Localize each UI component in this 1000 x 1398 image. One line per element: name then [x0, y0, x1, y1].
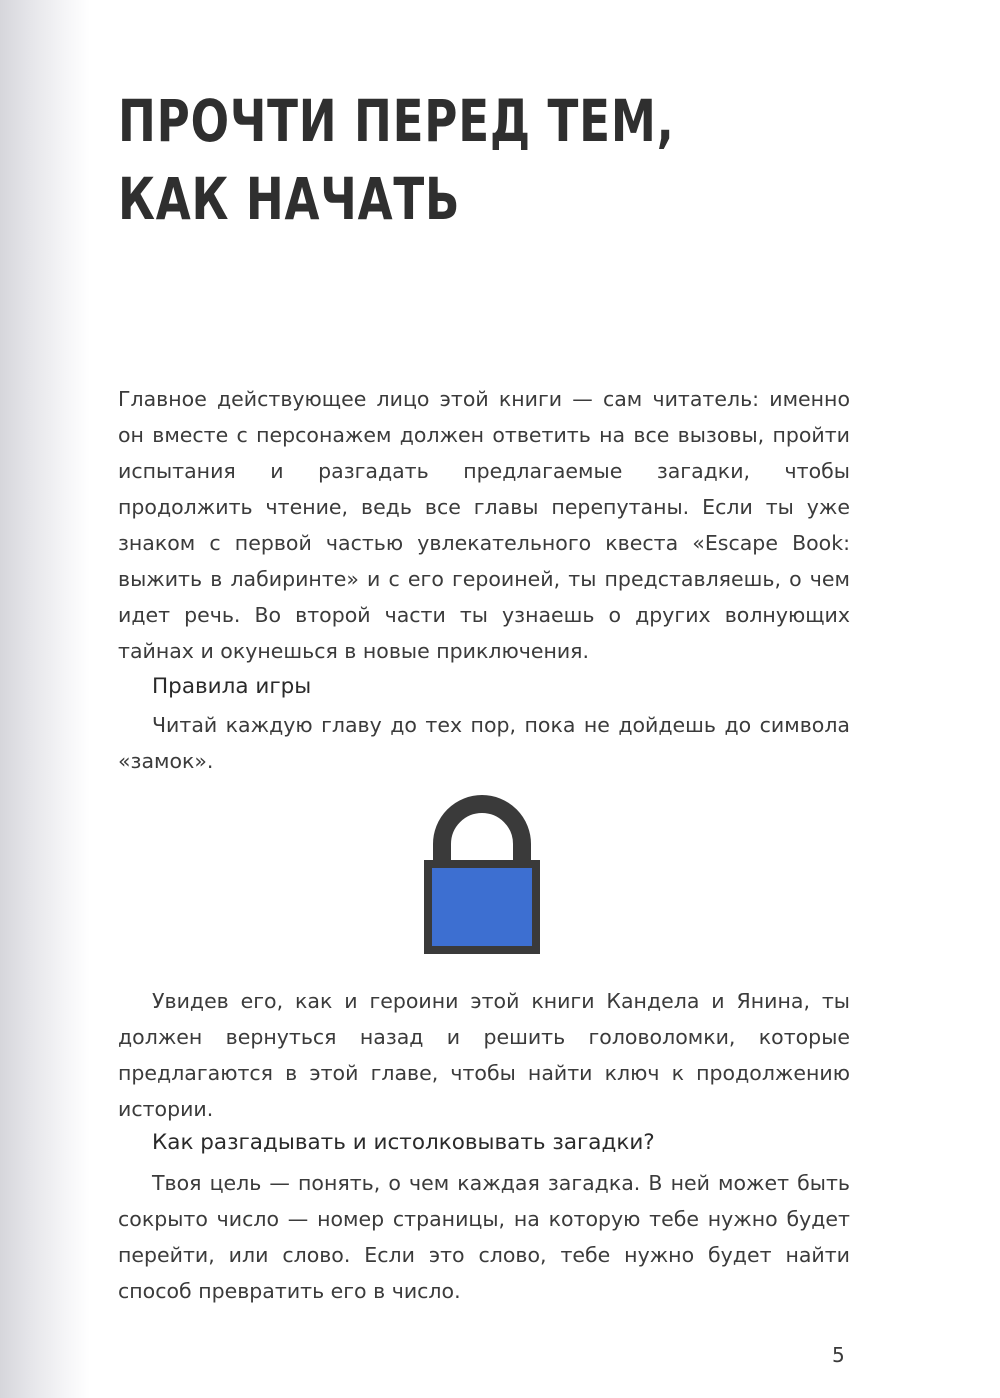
after-lock-paragraph: Увидев его, как и героини этой книги Кандела и Янина, ты должен вернуться назад и решить головоломки, которые предлагаются в этой главе, чтобы найти ключ к продолжению истории.: [118, 989, 850, 1121]
rules-heading: Правила игры: [152, 674, 312, 699]
rules-paragraph: Читай каждую главу до тех пор, пока не дойдешь до символа «замок».: [118, 713, 850, 773]
title-line-1: ПРОЧТИ ПЕРЕД ТЕМ,: [118, 87, 675, 155]
padlock-icon: [422, 792, 542, 956]
padlock-body: [428, 864, 536, 950]
intro-paragraph: Главное действующее лицо этой книги — сам читатель: именно он вместе с персонажем должен ответить на все вызовы, пройти испытания и разгадать предлагаемые загадки, чтобы продолжить чтение, ведь все главы перепутаны. Если ты уже знаком с первой частью увлекательного квеста «Escape Book: выжить в лабиринте» и с его героиней, ты представляешь, о чем идет речь. Во второй части ты узнаешь о других волнующих тайнах и окунешься в новые приключения.: [118, 387, 850, 663]
howto-heading: Как разгадывать и истолковывать загадки?: [152, 1130, 655, 1155]
page-number: 5: [832, 1343, 845, 1367]
title-line-2: КАК НАЧАТЬ: [118, 165, 461, 233]
howto-paragraph: Твоя цель — понять, о чем каждая загадка. В ней может быть сокрыто число — номер страницы, на которую тебе нужно будет перейти, или слово. Если это слово, тебе нужно будет найти способ превратить его в число.: [118, 1171, 850, 1303]
page-title: [118, 82, 675, 238]
